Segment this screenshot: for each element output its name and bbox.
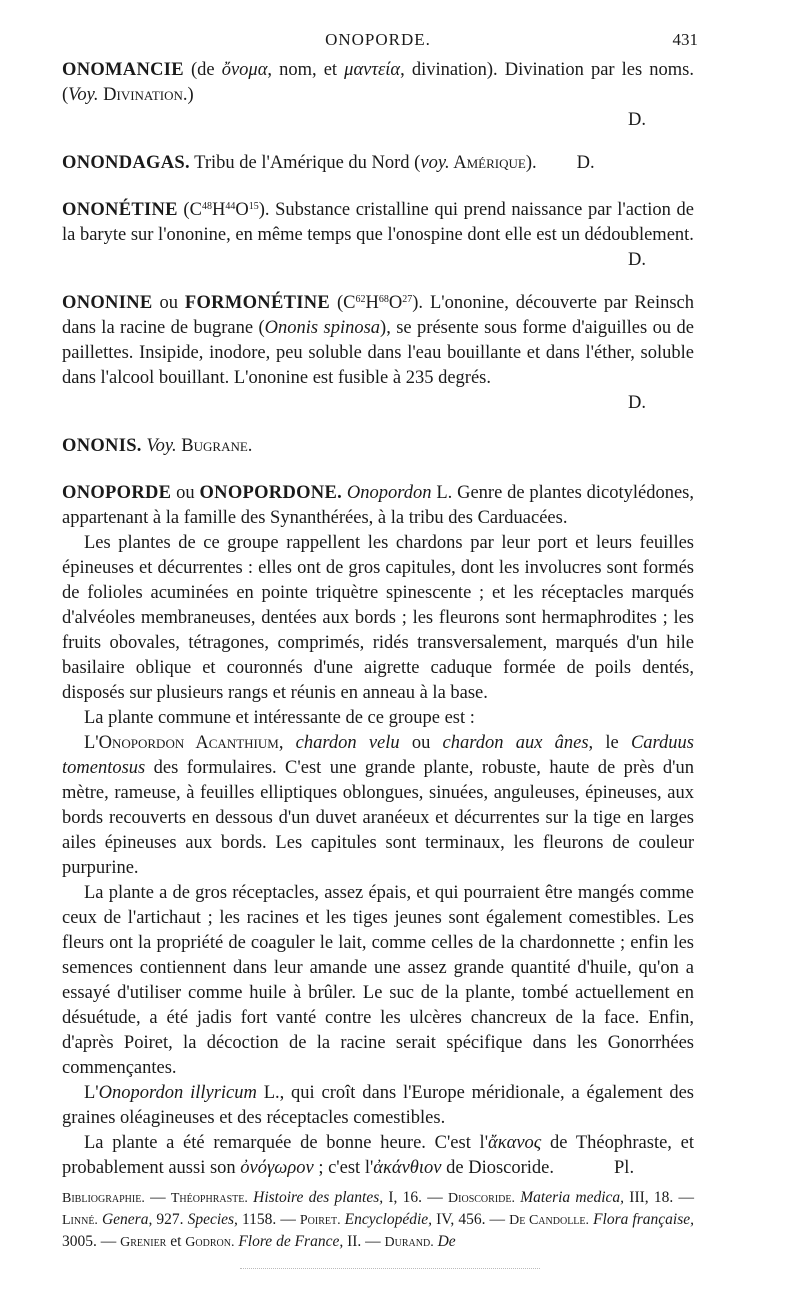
biblio-title: Materia medica, — [514, 1189, 625, 1206]
formula: (C — [177, 200, 202, 220]
entry-head: ONONDAGAS. — [62, 153, 190, 173]
entry-head: ONOMANCIE — [62, 60, 184, 80]
formula: O — [388, 293, 403, 313]
entry-text: La plante a été remarquée de bonne heure. C'est l' — [84, 1133, 489, 1153]
paragraph: La plante commune et intéressante de ce groupe est : — [84, 708, 475, 728]
entry-head-alt: FORMONÉTINE — [184, 293, 331, 313]
entry-text: de Théophraste, et probablement aussi son — [62, 1133, 694, 1178]
entry-text: ). Substance cristalline qui prend naissance par l'action de la baryte sur l'ononine, en même temps que l'onospine dont elle est un dédoublement. — [62, 200, 694, 245]
entry-text: , nom, et — [267, 60, 345, 80]
biblio-text: 3005. — — [62, 1233, 121, 1250]
biblio-author: Godron. — [185, 1235, 235, 1250]
formula: H — [365, 293, 379, 313]
paragraph — [62, 1131, 694, 1181]
author-signature: D. — [576, 153, 595, 173]
entry-text: de Dioscoride. — [441, 1158, 555, 1178]
biblio-author: Théophraste. — [170, 1191, 248, 1206]
entry-text: ou — [152, 293, 185, 313]
author-signature: D. — [628, 250, 646, 270]
entry-text: ou — [399, 733, 443, 753]
biblio-text: et — [166, 1233, 186, 1250]
entry-ononine — [62, 291, 694, 391]
cross-reference: Bugrane. — [176, 436, 253, 456]
entry-text: ). — [525, 153, 537, 173]
paragraph — [62, 731, 694, 881]
biblio-text: I, 16. — — [383, 1189, 449, 1206]
greek-word: ὀνόγωρον — [240, 1158, 314, 1178]
entry-text: (de — [183, 60, 222, 80]
biblio-text: 927. — [152, 1211, 188, 1228]
entry-head: ONONINE — [62, 293, 153, 313]
formula: (C — [330, 293, 356, 313]
biblio-title: Flore de France, — [234, 1233, 344, 1250]
entry-head-alt: ONOPORDONE. — [199, 483, 343, 503]
biblio-title: Flora française, — [589, 1211, 694, 1228]
voy-ref: Voy. — [68, 85, 99, 105]
running-title: ONOPORDE. — [325, 30, 431, 49]
entry-onomancie — [62, 58, 694, 108]
paragraph: La plante a de gros réceptacles, assez épais, et qui pourraient être mangés comme ceux de l'artichaut ; les racines et les tiges jeunes sont également comestibles. Les fleurs ont la propriété de coaguler le lait, comme celles de la chardonnette ; enfin les semences contiennent dans leur amande une assez grande quantité d'huile, qu'on a essayé d'utiliser comme huile à brûler. Le suc de la plante, tombé actuellement en désuétude, a été jadis fort vanté contre les ulcères chancreux de la face. Enfin, d'après Poiret, la décoction de la racine serait spécifique dans les Gonorrhées commençantes. — [62, 883, 694, 1078]
entry-onoporde — [62, 481, 694, 531]
voy-ref: voy. — [420, 153, 450, 173]
paragraph: Les plantes de ce groupe rappellent les chardons par leur port et leurs feuilles épineuses et décurrentes : elles ont de gros capitules, dont les involucres sont formés de folioles acuminées en pointe triquètre spinescente ; et les réceptacles marqués d'alvéoles membraneuses, dentées aux bords ; les fleurons sont hermaphrodites ; les fruits obovales, tétragones, comprimés, ridés transversalement, marqués d'un hile basilaire oblique et couronnés d'une aigrette caduque formée de poils dentés, disposés sur plusieurs rangs et réunis en anneau à la base. — [62, 533, 694, 703]
entry-text: Tribu de l'Amérique du Nord ( — [189, 153, 421, 173]
formula-index: 62 — [355, 294, 366, 305]
biblio-author: Grenier — [120, 1235, 167, 1250]
biblio-author: De Candolle. — [509, 1213, 590, 1228]
entry-text: ). L'ononine, découverte par Reinsch dans la racine de bugrane ( — [62, 293, 695, 338]
greek-word: ὄνομα — [221, 60, 268, 80]
entry-text: ) — [187, 85, 194, 105]
entry-onondagas — [62, 151, 694, 176]
author-signature: D. — [628, 393, 646, 413]
formula: H — [211, 200, 226, 220]
bibliography — [62, 1187, 694, 1253]
latin-name: Onopordon — [342, 483, 432, 503]
greek-word: ἄκανος — [488, 1133, 542, 1153]
latin-name: Ononis spinosa — [264, 318, 381, 338]
entry-head: ONOPORDE — [62, 483, 172, 503]
paragraph — [62, 1081, 694, 1131]
latin-name: Carduus tomentosus — [62, 733, 694, 778]
cross-reference: Amérique — [449, 153, 526, 173]
entry-text: L., qui croît dans l'Europe méridionale, a également des graines oléagineuses et des réceptacles comestibles. — [62, 1083, 694, 1128]
author-signature: Pl. — [614, 1158, 635, 1178]
bibliography-label: Bibliographie. — [62, 1191, 145, 1206]
entry-head: ONONIS. — [62, 436, 142, 456]
latin-name: Onopordon illyricum — [98, 1083, 257, 1103]
formula-index: 44 — [225, 201, 236, 212]
formula-index: 15 — [248, 201, 259, 212]
biblio-title: Encyclopédie, — [340, 1211, 433, 1228]
entry-text: ; c'est l' — [313, 1158, 374, 1178]
biblio-author: Poiret. — [299, 1213, 341, 1228]
biblio-title: Genera, — [97, 1211, 153, 1228]
formula-index: 68 — [378, 294, 389, 305]
biblio-author: Durand. — [384, 1235, 434, 1250]
entry-text: , divination). Divination par les noms. ( — [62, 60, 694, 105]
entry-head: ONONÉTINE — [62, 200, 178, 220]
biblio-text: 1158. — — [237, 1211, 300, 1228]
page-bottom-rule — [240, 1268, 540, 1269]
formula: O — [235, 200, 249, 220]
greek-word: ἀκάνθιον — [373, 1158, 442, 1178]
voy-ref: Voy. — [141, 436, 177, 456]
entry-text: , le — [588, 733, 631, 753]
biblio-text: II. — — [343, 1233, 385, 1250]
common-name: chardon velu — [283, 733, 400, 753]
biblio-author: Linné. — [62, 1213, 98, 1228]
biblio-title: Histoire des plantes, — [247, 1189, 384, 1206]
entry-text: L. Genre de plantes dicotylédones, appartenant à la famille des Synanthérées, à la tribu des Carduacées. — [62, 483, 695, 528]
formula-index: 48 — [201, 201, 212, 212]
entry-text: ), se présente sous forme d'aiguilles ou de paillettes. Insipide, inodore, peu soluble dans l'eau bouillante et dans l'éther, soluble dans l'alcool bouillant. L'ononine est fusible à 235 degrés. — [62, 318, 694, 388]
author-signature: D. — [628, 110, 646, 130]
greek-word: μαντεία — [344, 60, 401, 80]
page — [62, 24, 698, 1269]
running-header — [62, 24, 698, 58]
common-name: chardon aux ânes — [442, 733, 589, 753]
biblio-author: Dioscoride. — [448, 1191, 515, 1206]
biblio-text: IV, 456. — — [432, 1211, 510, 1228]
entry-text: ou — [171, 483, 200, 503]
biblio-title: Species, — [187, 1211, 238, 1228]
biblio-text: — — [144, 1189, 171, 1206]
biblio-title: De — [433, 1233, 456, 1250]
formula-index: 27 — [402, 294, 413, 305]
entry-text: des formulaires. C'est une grande plante, robuste, haute de près d'un mètre, rameuse, à feuilles elliptiques oblongues, sinuées, anguleuses, épineuses, aux bords recouverts en dessous d'un duvet aranéeux et décurrentes sur la tige en larges ailes épineuses aux bords. Les capitules sont terminaux, les fleurons de couleur purpurine. — [62, 758, 694, 878]
cross-reference: Divination. — [98, 85, 188, 105]
entry-ononis — [62, 434, 694, 459]
page-number: 431 — [672, 30, 698, 49]
entry-ononetine — [62, 198, 694, 248]
species-name: L'Onopordon Acanthium, — [84, 733, 284, 753]
entry-text: L' — [84, 1083, 99, 1103]
biblio-text: III, 18. — — [624, 1189, 694, 1206]
